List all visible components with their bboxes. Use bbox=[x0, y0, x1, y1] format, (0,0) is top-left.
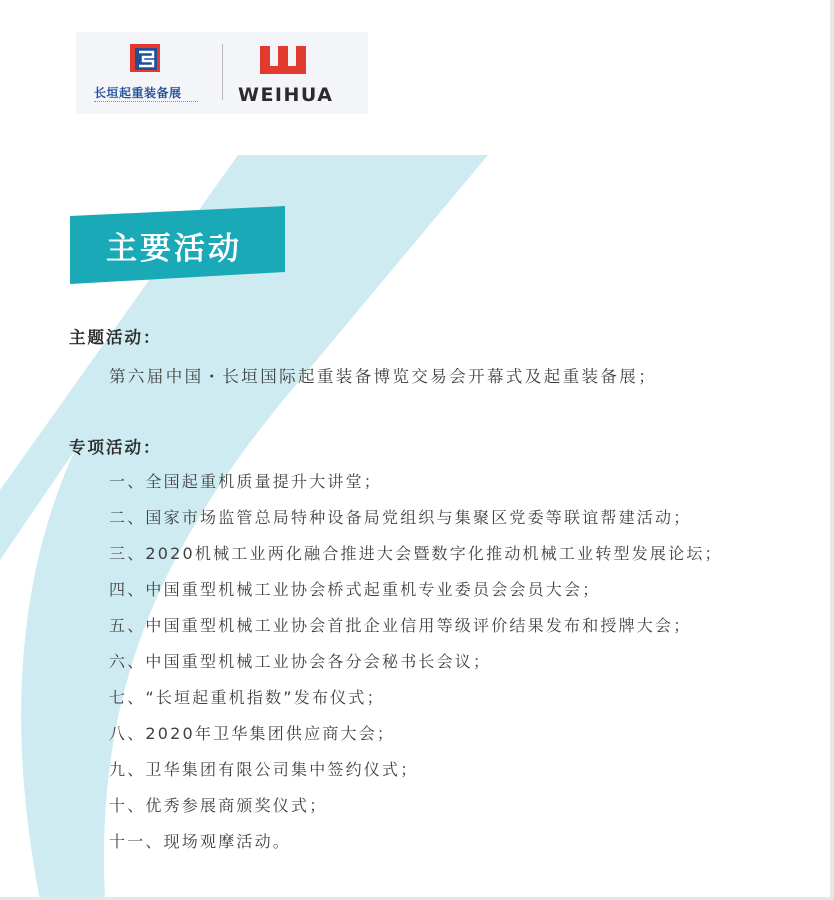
list-item: 九、卫华集团有限公司集中签约仪式； bbox=[109, 760, 419, 779]
weihua-logo-icon bbox=[258, 42, 308, 76]
list-item: 四、中国重型机械工业协会桥式起重机专业委员会会员大会； bbox=[109, 580, 601, 599]
list-item: 三、2020机械工业两化融合推进大会暨数字化推动机械工业转型发展论坛； bbox=[109, 544, 723, 563]
special-activities-list bbox=[109, 472, 723, 868]
list-item: 十、优秀参展商颁奖仪式； bbox=[109, 796, 328, 815]
list-item: 八、2020年卫华集团供应商大会； bbox=[109, 724, 396, 743]
logo-divider bbox=[222, 44, 223, 100]
section-title: 主要活动 bbox=[106, 231, 242, 267]
logo-area bbox=[76, 32, 368, 114]
list-item: 六、中国重型机械工业协会各分会秘书长会议； bbox=[109, 652, 492, 671]
list-item: 七、“长垣起重机指数”发布仪式； bbox=[109, 688, 385, 707]
list-item: 二、国家市场监管总局特种设备局党组织与集聚区党委等联谊帮建活动； bbox=[109, 508, 692, 527]
page-edge-right bbox=[830, 0, 834, 900]
list-item: 五、中国重型机械工业协会首批企业信用等级评价结果发布和授牌大会； bbox=[109, 616, 692, 635]
changyuan-logo-subline bbox=[94, 101, 198, 105]
theme-activities-heading: 主题活动： bbox=[69, 328, 162, 347]
list-item: 一、全国起重机质量提升大讲堂； bbox=[109, 472, 383, 491]
changyuan-logo-text: 长垣起重装备展 bbox=[94, 86, 182, 100]
special-activities-heading: 专项活动： bbox=[69, 438, 162, 457]
theme-activity-item: 第六届中国・长垣国际起重装备博览交易会开幕式及起重装备展； bbox=[109, 367, 658, 386]
list-item: 十一、现场观摩活动。 bbox=[109, 832, 292, 851]
weihua-logo-text: WEIHUA bbox=[238, 84, 334, 106]
changyuan-logo-icon bbox=[128, 42, 164, 76]
